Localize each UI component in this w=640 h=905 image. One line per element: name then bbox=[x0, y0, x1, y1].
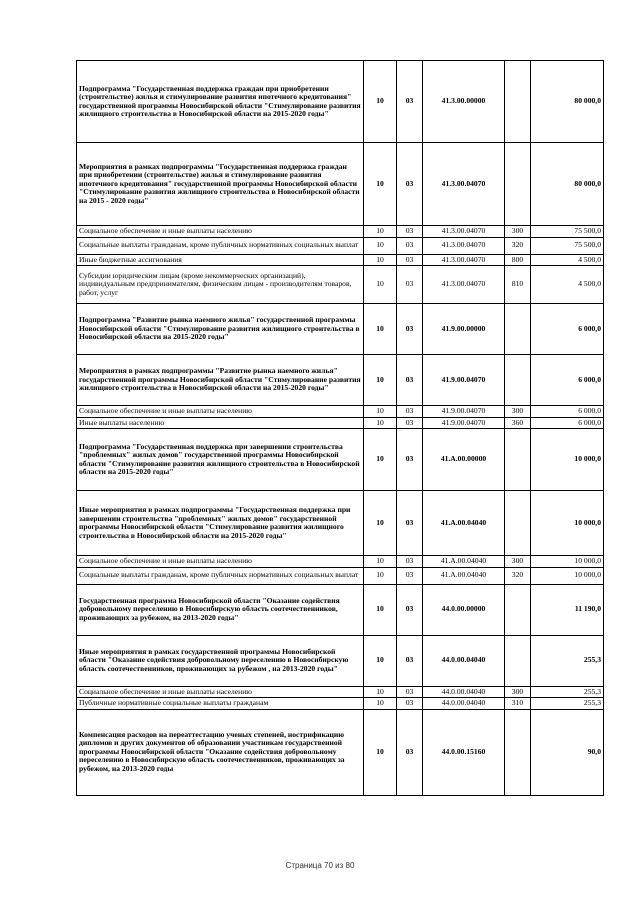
table-row bbox=[77, 61, 604, 143]
cell-section: 10 bbox=[364, 491, 397, 556]
cell-subsection: 03 bbox=[397, 491, 423, 556]
cell-section: 10 bbox=[364, 304, 397, 355]
cell-expense-type: 320 bbox=[505, 567, 531, 584]
cell-name: Иные бюджетные ассигнования bbox=[77, 254, 364, 266]
cell-name: Компенсация расходов на переаттестацию ученых степеней, нострификацию дипломов и других документов об образовании участникам государственной программы Новосибирской области "Оказание содействия добровольному переселению в Новосибирскую область соотечественников, проживающих за рубежом, на 2013-2020 годы bbox=[77, 709, 364, 795]
cell-expense-type bbox=[505, 429, 531, 491]
cell-subsection: 03 bbox=[397, 635, 423, 686]
cell-amount: 255,3 bbox=[531, 635, 604, 686]
cell-target-article: 41.А.00.04040 bbox=[423, 567, 505, 584]
cell-amount: 10 000,0 bbox=[531, 556, 604, 568]
cell-target-article: 44.0.00.15160 bbox=[423, 709, 505, 795]
cell-subsection: 03 bbox=[397, 709, 423, 795]
cell-expense-type bbox=[505, 635, 531, 686]
cell-amount: 75 500,0 bbox=[531, 226, 604, 238]
cell-name: Социальное обеспечение и иные выплаты населению bbox=[77, 556, 364, 568]
cell-name: Социальное обеспечение и иные выплаты населению bbox=[77, 406, 364, 418]
cell-name: Иные мероприятия в рамках государственной программы Новосибирской области "Оказание содействия добровольному переселению в Новосибирскую область соотечественников, проживающих за рубежом , на 2013-2020 годы" bbox=[77, 635, 364, 686]
cell-subsection: 03 bbox=[397, 226, 423, 238]
cell-name: Подпрограмма "Развитие рынка наемного жилья" государственной программы Новосибирской области "Стимулирование развития жилищного строительства в Новосибирской области на 2015-2020 годы" bbox=[77, 304, 364, 355]
cell-target-article: 44.0.00.04040 bbox=[423, 686, 505, 698]
cell-name: Мероприятия в рамках подпрограммы "Развитие рынка наемного жилья" государственной программы Новосибирской области "Стимулирование развития жилищного строительства в Новосибирской области на 2015-2020 годы" bbox=[77, 355, 364, 406]
cell-section: 10 bbox=[364, 266, 397, 304]
page-footer: Страница 70 из 80 bbox=[285, 861, 355, 870]
cell-target-article: 41.3.00.04070 bbox=[423, 226, 505, 238]
cell-target-article: 41.3.00.04070 bbox=[423, 266, 505, 304]
cell-name: Публичные нормативные социальные выплаты гражданам bbox=[77, 698, 364, 710]
cell-amount: 10 000,0 bbox=[531, 429, 604, 491]
cell-section: 10 bbox=[364, 143, 397, 226]
cell-expense-type: 300 bbox=[505, 556, 531, 568]
cell-section: 10 bbox=[364, 567, 397, 584]
cell-amount: 255,3 bbox=[531, 686, 604, 698]
cell-expense-type: 300 bbox=[505, 406, 531, 418]
cell-amount: 80 000,0 bbox=[531, 143, 604, 226]
cell-name: Социальные выплаты гражданам, кроме публичных нормативных социальных выплат bbox=[77, 567, 364, 584]
cell-section: 10 bbox=[364, 635, 397, 686]
cell-amount: 4 500,0 bbox=[531, 254, 604, 266]
cell-name: Иные мероприятия в рамках подпрограммы "Государственная поддержка при завершении строительства "проблемных" жилых домов" государственной программы Новосибирской области "Стимулирование развития жилищного строительства в Новосибирской области на 2015-2020 годы" bbox=[77, 491, 364, 556]
table-row bbox=[77, 429, 604, 491]
cell-subsection: 03 bbox=[397, 237, 423, 254]
table-row bbox=[77, 491, 604, 556]
cell-expense-type bbox=[505, 143, 531, 226]
cell-name: Мероприятия в рамках подпрограммы "Государственная поддержка граждан при приобретении (строительстве) жилья и стимулирование развития ипотечного кредитования" государственной программы Новосибирской области "Стимулирование развития жилищного строительства в Новосибирской области на 2015 - 2020 годы" bbox=[77, 143, 364, 226]
table-body bbox=[77, 61, 604, 796]
cell-target-article: 41.9.00.04070 bbox=[423, 406, 505, 418]
cell-amount: 75 500,0 bbox=[531, 237, 604, 254]
table-row bbox=[77, 143, 604, 226]
cell-subsection: 03 bbox=[397, 355, 423, 406]
cell-section: 10 bbox=[364, 417, 397, 429]
table-row bbox=[77, 556, 604, 568]
cell-amount: 11 190,0 bbox=[531, 584, 604, 635]
cell-amount: 6 000,0 bbox=[531, 355, 604, 406]
cell-section: 10 bbox=[364, 237, 397, 254]
cell-target-article: 41.3.00.04070 bbox=[423, 254, 505, 266]
cell-expense-type: 320 bbox=[505, 237, 531, 254]
cell-name: Подпрограмма "Государственная поддержка при завершении строительства "проблемных" жилых домов" государственной программы Новосибирской области "Стимулирование развития жилищного строительства в Новосибирской области на 2015-2020 годы" bbox=[77, 429, 364, 491]
cell-expense-type bbox=[505, 491, 531, 556]
cell-subsection: 03 bbox=[397, 406, 423, 418]
cell-subsection: 03 bbox=[397, 686, 423, 698]
table-row bbox=[77, 709, 604, 795]
cell-amount: 90,0 bbox=[531, 709, 604, 795]
cell-expense-type bbox=[505, 61, 531, 143]
cell-amount: 6 000,0 bbox=[531, 417, 604, 429]
table-row bbox=[77, 355, 604, 406]
cell-expense-type bbox=[505, 355, 531, 406]
cell-subsection: 03 bbox=[397, 254, 423, 266]
cell-subsection: 03 bbox=[397, 429, 423, 491]
cell-name: Социальное обеспечение и иные выплаты населению bbox=[77, 686, 364, 698]
cell-expense-type: 810 bbox=[505, 266, 531, 304]
cell-section: 10 bbox=[364, 226, 397, 238]
cell-target-article: 41.А.00.04040 bbox=[423, 491, 505, 556]
cell-subsection: 03 bbox=[397, 304, 423, 355]
cell-name: Государственная программа Новосибирской области "Оказание содействия добровольному переселению в Новосибирскую область соотечественников, проживающих за рубежом, на 2013-2020 годы" bbox=[77, 584, 364, 635]
cell-target-article: 41.А.00.04040 bbox=[423, 556, 505, 568]
cell-expense-type: 310 bbox=[505, 698, 531, 710]
cell-expense-type: 360 bbox=[505, 417, 531, 429]
cell-target-article: 41.3.00.00000 bbox=[423, 61, 505, 143]
cell-section: 10 bbox=[364, 584, 397, 635]
cell-amount: 6 000,0 bbox=[531, 304, 604, 355]
cell-expense-type bbox=[505, 709, 531, 795]
cell-target-article: 44.0.00.04040 bbox=[423, 698, 505, 710]
cell-amount: 4 500,0 bbox=[531, 266, 604, 304]
cell-amount: 80 000,0 bbox=[531, 61, 604, 143]
cell-section: 10 bbox=[364, 61, 397, 143]
cell-expense-type: 800 bbox=[505, 254, 531, 266]
cell-name: Социальные выплаты гражданам, кроме публичных нормативных социальных выплат bbox=[77, 237, 364, 254]
table-row bbox=[77, 567, 604, 584]
table-row bbox=[77, 254, 604, 266]
cell-amount: 6 000,0 bbox=[531, 406, 604, 418]
cell-subsection: 03 bbox=[397, 567, 423, 584]
budget-table bbox=[76, 60, 604, 796]
cell-target-article: 41.9.00.00000 bbox=[423, 304, 505, 355]
table-row bbox=[77, 417, 604, 429]
table-row bbox=[77, 406, 604, 418]
cell-amount: 255,3 bbox=[531, 698, 604, 710]
cell-target-article: 41.3.00.04070 bbox=[423, 143, 505, 226]
cell-expense-type: 300 bbox=[505, 686, 531, 698]
cell-subsection: 03 bbox=[397, 143, 423, 226]
cell-expense-type bbox=[505, 304, 531, 355]
cell-target-article: 44.0.00.00000 bbox=[423, 584, 505, 635]
cell-name: Подпрограмма "Государственная поддержка граждан при приобретении (строительстве) жилья и стимулирование развития ипотечного кредитования" государственной программы Новосибирской области "Стимулирование развития жилищного строительства в Новосибирской области на 2015-2020 годы" bbox=[77, 61, 364, 143]
cell-name: Социальное обеспечение и иные выплаты населению bbox=[77, 226, 364, 238]
cell-subsection: 03 bbox=[397, 698, 423, 710]
cell-subsection: 03 bbox=[397, 61, 423, 143]
table-row bbox=[77, 635, 604, 686]
table-row bbox=[77, 584, 604, 635]
cell-subsection: 03 bbox=[397, 266, 423, 304]
cell-section: 10 bbox=[364, 406, 397, 418]
cell-name: Субсидии юридическим лицам (кроме некоммерческих организаций), индивидуальным предпринимателям, физическим лицам - производителям товаров, работ, услуг bbox=[77, 266, 364, 304]
cell-amount: 10 000,0 bbox=[531, 567, 604, 584]
cell-section: 10 bbox=[364, 254, 397, 266]
cell-target-article: 44.0.00.04040 bbox=[423, 635, 505, 686]
cell-target-article: 41.А.00.00000 bbox=[423, 429, 505, 491]
cell-expense-type bbox=[505, 584, 531, 635]
cell-section: 10 bbox=[364, 355, 397, 406]
table-row bbox=[77, 226, 604, 238]
cell-target-article: 41.9.00.04070 bbox=[423, 355, 505, 406]
cell-section: 10 bbox=[364, 698, 397, 710]
cell-expense-type: 300 bbox=[505, 226, 531, 238]
cell-section: 10 bbox=[364, 429, 397, 491]
cell-subsection: 03 bbox=[397, 417, 423, 429]
cell-section: 10 bbox=[364, 709, 397, 795]
table-row bbox=[77, 266, 604, 304]
table-row bbox=[77, 698, 604, 710]
cell-section: 10 bbox=[364, 556, 397, 568]
cell-section: 10 bbox=[364, 686, 397, 698]
cell-name: Иные выплаты населению bbox=[77, 417, 364, 429]
table-row bbox=[77, 686, 604, 698]
cell-target-article: 41.3.00.04070 bbox=[423, 237, 505, 254]
cell-target-article: 41.9.00.04070 bbox=[423, 417, 505, 429]
table-row bbox=[77, 237, 604, 254]
cell-subsection: 03 bbox=[397, 584, 423, 635]
cell-amount: 10 000,0 bbox=[531, 491, 604, 556]
table-row bbox=[77, 304, 604, 355]
cell-subsection: 03 bbox=[397, 556, 423, 568]
